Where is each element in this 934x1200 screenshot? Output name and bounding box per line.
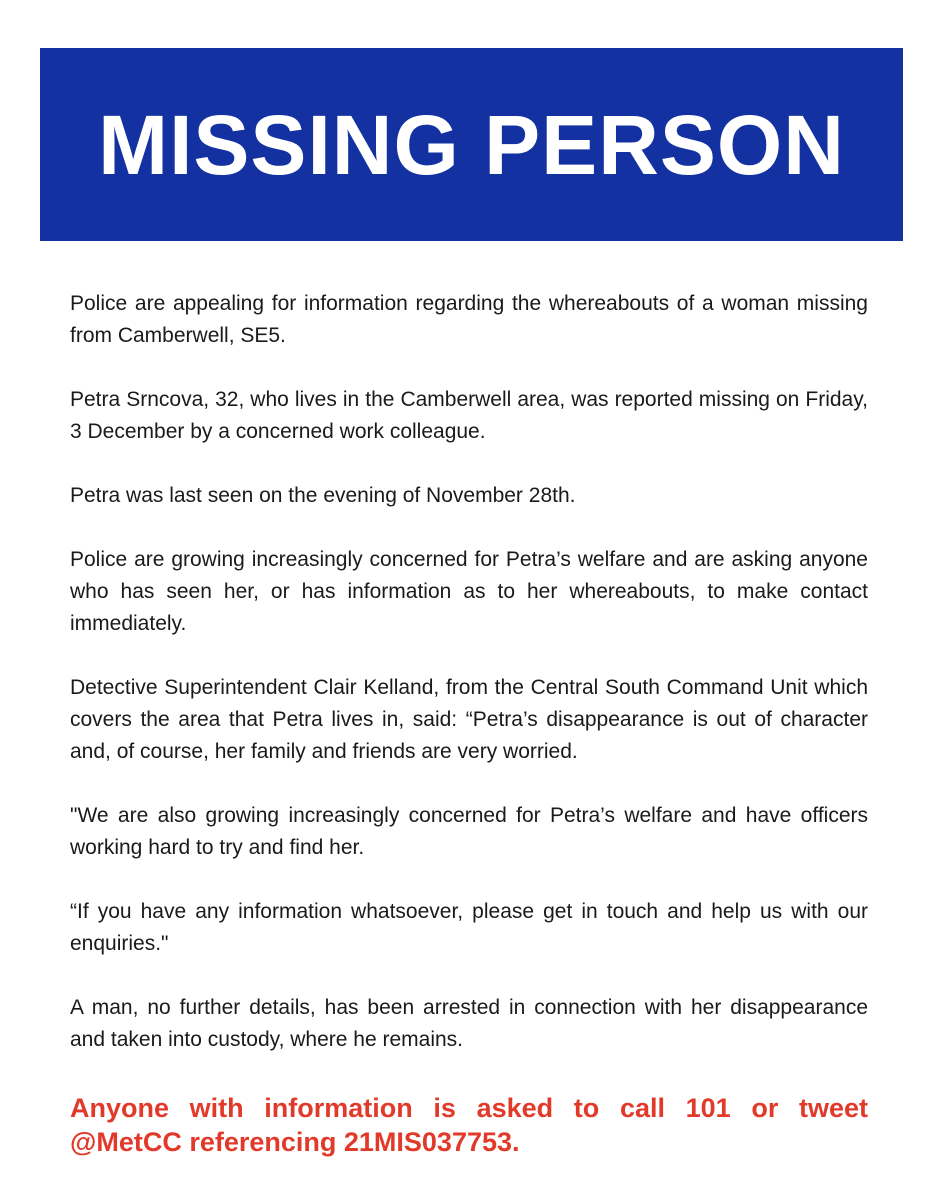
paragraph-officers-working: "We are also growing increasingly concerned for Petra’s welfare and have officers working hard to try and find her. xyxy=(70,804,868,859)
header-banner xyxy=(40,48,903,241)
paragraph-get-in-touch: “If you have any information whatsoever, please get in touch and help us with our enquiries." xyxy=(70,900,868,955)
paragraph-last-seen: Petra was last seen on the evening of November 28th. xyxy=(70,484,576,507)
paragraph-superintendent-quote: Detective Superintendent Clair Kelland, from the Central South Command Unit which covers the area that Petra lives in, said: “Petra’s disappearance is out of character and, of course, her family and friends are very worried. xyxy=(70,676,868,763)
paragraph-reported-missing: Petra Srncova, 32, who lives in the Camberwell area, was reported missing on Friday, 3 December by a concerned work colleague. xyxy=(70,388,868,443)
paragraph-arrest: A man, no further details, has been arrested in connection with her disappearance and taken into custody, where he remains. xyxy=(70,996,868,1051)
paragraph-concern: Police are growing increasingly concerned for Petra’s welfare and are asking anyone who has seen her, or has information as to her whereabouts, to make contact immediately. xyxy=(70,548,868,635)
appeal-body xyxy=(70,288,868,1159)
paragraph-appeal: Police are appealing for information regarding the whereabouts of a woman missing from Camberwell, SE5. xyxy=(70,292,868,347)
call-to-action: Anyone with information is asked to call 101 or tweet @MetCC referencing 21MIS037753. xyxy=(70,1093,868,1157)
page-title: MISSING PERSON xyxy=(98,97,845,192)
